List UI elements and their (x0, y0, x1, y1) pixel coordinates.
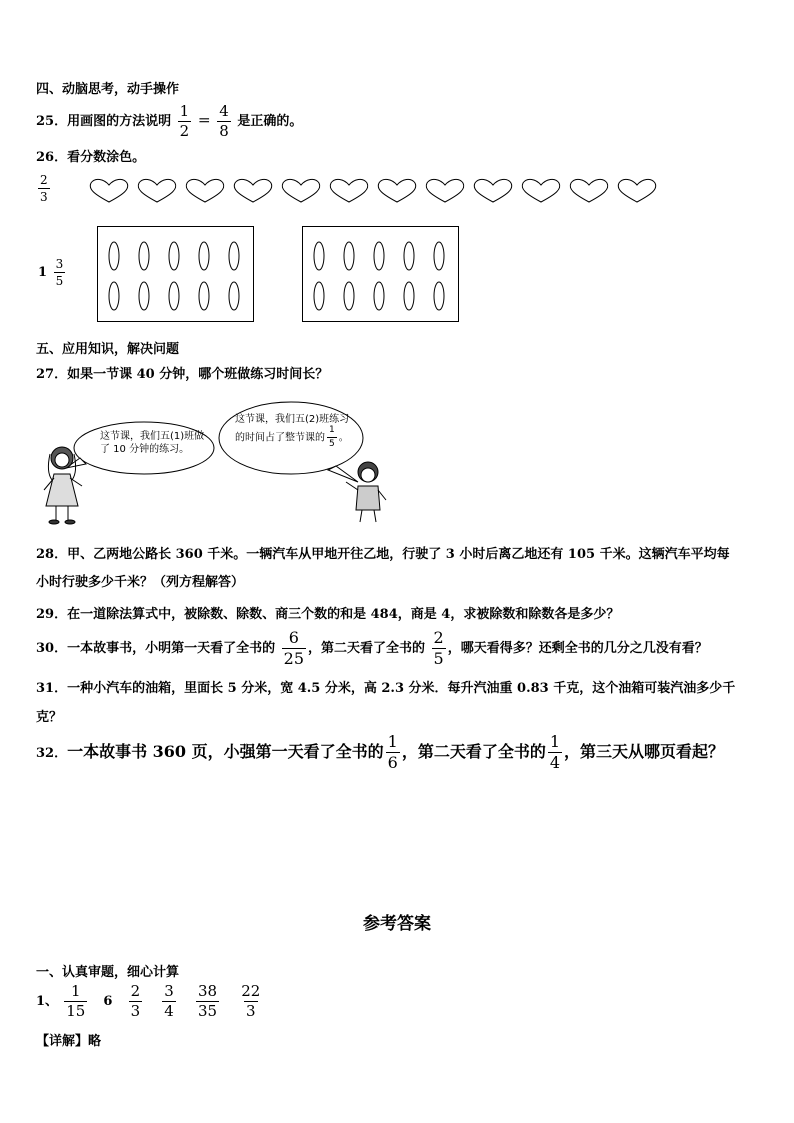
heart-shape[interactable] (474, 179, 512, 202)
q25-equals: ＝ (197, 114, 211, 129)
oval-shape[interactable] (344, 282, 354, 310)
a1-number: 1、 (36, 994, 59, 1009)
ovals-mixed-number: 1 $\frac{3}{5}$ (38, 257, 64, 288)
q29-number: 29． (36, 607, 68, 622)
heart-shape[interactable] (138, 179, 176, 202)
heart-shape[interactable] (522, 179, 560, 202)
q31-number: 31． (36, 681, 68, 696)
a1-value-5: $\frac{38}{35}$ (197, 982, 218, 1020)
q25-fraction-2: $\frac{4}{8}$ (219, 102, 229, 140)
question-31-line1 (36, 677, 735, 696)
a1-value-2: 6 (103, 994, 113, 1009)
q32-fraction-1: $\frac{1}{6}$ (387, 732, 398, 772)
section4-title: 四、动脑思考，动手操作 (36, 82, 180, 97)
oval-shape[interactable] (139, 242, 149, 270)
q26-text: 看分数涂色。 (67, 150, 146, 165)
q32-mid: ，第二天看了全书的 (401, 742, 546, 761)
oval-shape[interactable] (199, 282, 209, 310)
q25-number: 25． (36, 114, 68, 129)
q30-number: 30． (36, 641, 68, 656)
answers-title: 参考答案 (363, 914, 431, 934)
ovals-whole-part: 1 (38, 265, 48, 280)
q29-text: 在一道除法算式中，被除数、除数、商三个数的和是 484，商是 4，求被除数和除数各是多少？ (67, 607, 620, 622)
question-27 (36, 363, 328, 382)
q30-mid: ，第二天看了全书的 (308, 641, 426, 656)
question-31-line2: 克？ (36, 710, 63, 725)
oval-shape[interactable] (404, 242, 414, 270)
question-28-line1 (36, 543, 730, 562)
a1-value-1: $\frac{1}{15}$ (66, 982, 86, 1020)
oval-box-2 (302, 226, 460, 323)
q27-number: 27． (36, 367, 68, 382)
hearts-fraction-label: $\frac{2}{3}$ (40, 173, 48, 204)
q25-pre: 用画图的方法说明 (67, 114, 172, 129)
heart-shape[interactable] (186, 179, 224, 202)
q32-number: 32． (36, 746, 68, 761)
heart-shape[interactable] (90, 179, 128, 202)
detail-text: 略 (88, 1034, 102, 1049)
oval-shape[interactable] (199, 242, 209, 270)
q32-post: ，第三天从哪页看起？ (564, 742, 725, 761)
question-26 (36, 146, 145, 165)
oval-shape[interactable] (169, 282, 179, 310)
q25-post: 是正确的。 (237, 114, 303, 129)
q30-pre: 一本故事书，小明第一天看了全书的 (67, 641, 276, 656)
q32-fraction-2: $\frac{1}{4}$ (549, 732, 561, 772)
question-28-line2: 小时行驶多少千米？（列方程解答） (36, 575, 245, 590)
oval-shape[interactable] (109, 282, 119, 310)
answer-detail (36, 1030, 101, 1049)
oval-shape[interactable] (434, 242, 444, 270)
q30-post: ，哪天看得多？还剩全书的几分之几没有看？ (447, 641, 708, 656)
girl-figure (44, 447, 82, 524)
hearts-row (88, 178, 668, 208)
question-29 (36, 603, 619, 622)
section5-title: 五、应用知识，解决问题 (36, 342, 180, 357)
boy-speech-bubble: 这节课，我们五(2)班练习的时间占了整节课的 $\frac{1}{5}$ 。 (235, 414, 350, 449)
q25-fraction-1: $\frac{1}{2}$ (179, 102, 190, 140)
q31-text-line1: 一种小汽车的油箱，里面长 5 分米，宽 4.5 分米，高 2.3 分米．每升汽油重 0.83 千克，这个油箱可装汽油多少千 (67, 681, 736, 696)
q30-fraction-1: $\frac{6}{25}$ (283, 628, 304, 668)
a1-value-3: $\frac{2}{3}$ (130, 982, 141, 1020)
heart-shape[interactable] (570, 179, 608, 202)
oval-shape[interactable] (434, 282, 444, 310)
oval-shape[interactable] (229, 242, 239, 270)
oval-box-1 (97, 226, 255, 323)
a1-value-6: $\frac{22}{3}$ (241, 982, 261, 1020)
q30-fraction-2: $\frac{2}{5}$ (433, 628, 444, 668)
girl-speech-bubble: 这节课，我们五(1)班做了 10 分钟的练习。 (100, 431, 205, 455)
oval-shape[interactable] (374, 282, 384, 310)
q32-pre: 一本故事书 360 页，小强第一天看了全书的 (67, 742, 384, 761)
heart-shape[interactable] (426, 179, 464, 202)
question-30 (36, 630, 708, 667)
oval-shape[interactable] (344, 242, 354, 270)
oval-shape[interactable] (374, 242, 384, 270)
oval-shape[interactable] (404, 282, 414, 310)
heart-shape[interactable] (282, 179, 320, 202)
oval-shape[interactable] (314, 242, 324, 270)
heart-shape[interactable] (234, 179, 272, 202)
answers-section1-title: 一、认真审题，细心计算 (36, 965, 180, 980)
boy-figure (346, 462, 386, 522)
q28-number: 28． (36, 547, 68, 562)
oval-shape[interactable] (314, 282, 324, 310)
question-32 (36, 734, 724, 771)
oval-shape[interactable] (109, 242, 119, 270)
q28-text-line1: 甲、乙两地公路长 360 千米。一辆汽车从甲地开往乙地，行驶了 3 小时后离乙地还有 105 千米。这辆汽车平均每 (67, 547, 730, 562)
oval-shape[interactable] (229, 282, 239, 310)
oval-shape[interactable] (139, 282, 149, 310)
answer-1 (36, 984, 264, 1019)
heart-shape[interactable] (618, 179, 656, 202)
q26-number: 26． (36, 150, 68, 165)
detail-label: 【详解】 (36, 1034, 89, 1049)
a1-value-4: $\frac{3}{4}$ (164, 982, 174, 1020)
heart-shape[interactable] (378, 179, 416, 202)
oval-shape[interactable] (169, 242, 179, 270)
q27-text: 如果一节课 40 分钟，哪个班做练习时间长？ (67, 367, 329, 382)
question-25 (36, 104, 302, 139)
heart-shape[interactable] (330, 179, 368, 202)
